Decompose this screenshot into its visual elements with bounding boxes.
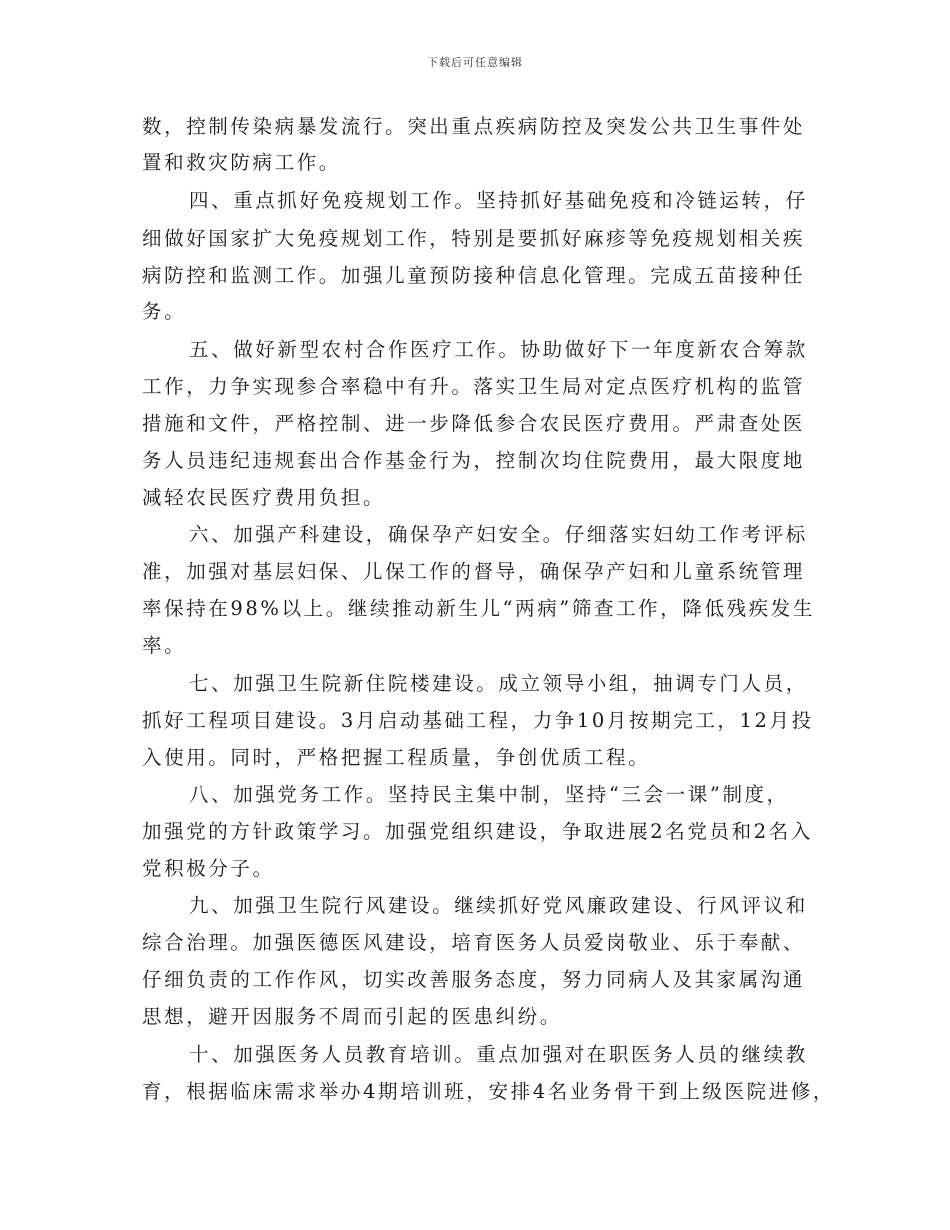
body-line: 抓好工程项目建设。3月启动基础工程，力争10月按期完工，12月投 — [142, 709, 814, 732]
body-line: 准，加强对基层妇保、儿保工作的督导，确保孕产妇和儿童系统管理 — [142, 560, 806, 583]
body-line: 仔细负责的工作作风，切实改善服务态度，努力同病人及其家属沟通 — [142, 968, 806, 991]
body-line: 育，根据临床需求举办4期培训班，安排4名业务骨干到上级医院进修， — [142, 1080, 836, 1103]
paragraph-line: 六、加强产科建设，确保孕产妇安全。仔细落实妇幼工作考评标 — [189, 523, 808, 546]
paragraph-line: 十、加强医务人员教育培训。重点加强对在职医务人员的继续教 — [189, 1043, 808, 1066]
body-line: 思想，避开因服务不周而引起的医患纠纷。 — [142, 1005, 562, 1028]
body-line: 务。 — [142, 300, 187, 323]
paragraph-line: 八、加强党务工作。坚持民主集中制，坚持“三会一课”制度， — [189, 783, 789, 806]
body-line: 细做好国家扩大免疫规划工作，特别是要抓好麻疹等免疫规划相关疾 — [142, 227, 806, 250]
body-line: 入使用。同时，严格把握工程质量，争创优质工程。 — [142, 746, 651, 769]
header-note: 下载后可任意编辑 — [427, 56, 523, 69]
body-line: 加强党的方针政策学习。加强党组织建设，争取进展2名党员和2名入 — [142, 820, 813, 843]
paragraph-line: 四、重点抓好免疫规划工作。坚持抓好基础免疫和冷链运转，仔 — [189, 189, 808, 212]
body-line: 工作，力争实现参合率稳中有升。落实卫生局对定点医疗机构的监管 — [142, 375, 806, 398]
body-line: 病防控和监测工作。加强儿童预防接种信息化管理。完成五苗接种任 — [142, 264, 806, 287]
paragraph-line: 九、加强卫生院行风建设。继续抓好党风廉政建设、行风评议和 — [189, 894, 808, 917]
body-line: 率保持在98%以上。继续推动新生儿“两病”筛查工作，降低残疾发生 — [142, 597, 815, 620]
paragraph-line: 五、做好新型农村合作医疗工作。协助做好下一年度新农合筹款 — [189, 338, 808, 361]
body-line: 务人员违纪违规套出合作基金行为，控制次均住院费用，最大限度地 — [142, 449, 806, 472]
body-line: 率。 — [142, 634, 187, 657]
body-line: 综合治理。加强医德医风建设，培育医务人员爱岗敬业、乐于奉献、 — [142, 931, 806, 954]
paragraph-line: 七、加强卫生院新住院楼建设。成立领导小组，抽调专门人员， — [189, 672, 808, 695]
body-line: 置和救灾防病工作。 — [142, 151, 341, 174]
body-line: 减轻农民医疗费用负担。 — [142, 486, 386, 509]
body-line: 措施和文件，严格控制、进一步降低参合农民医疗费用。严肃查处医 — [142, 412, 806, 435]
body-line: 党积极分子。 — [142, 857, 275, 880]
body-line: 数，控制传染病暴发流行。突出重点疾病防控及突发公共卫生事件处 — [142, 115, 806, 138]
